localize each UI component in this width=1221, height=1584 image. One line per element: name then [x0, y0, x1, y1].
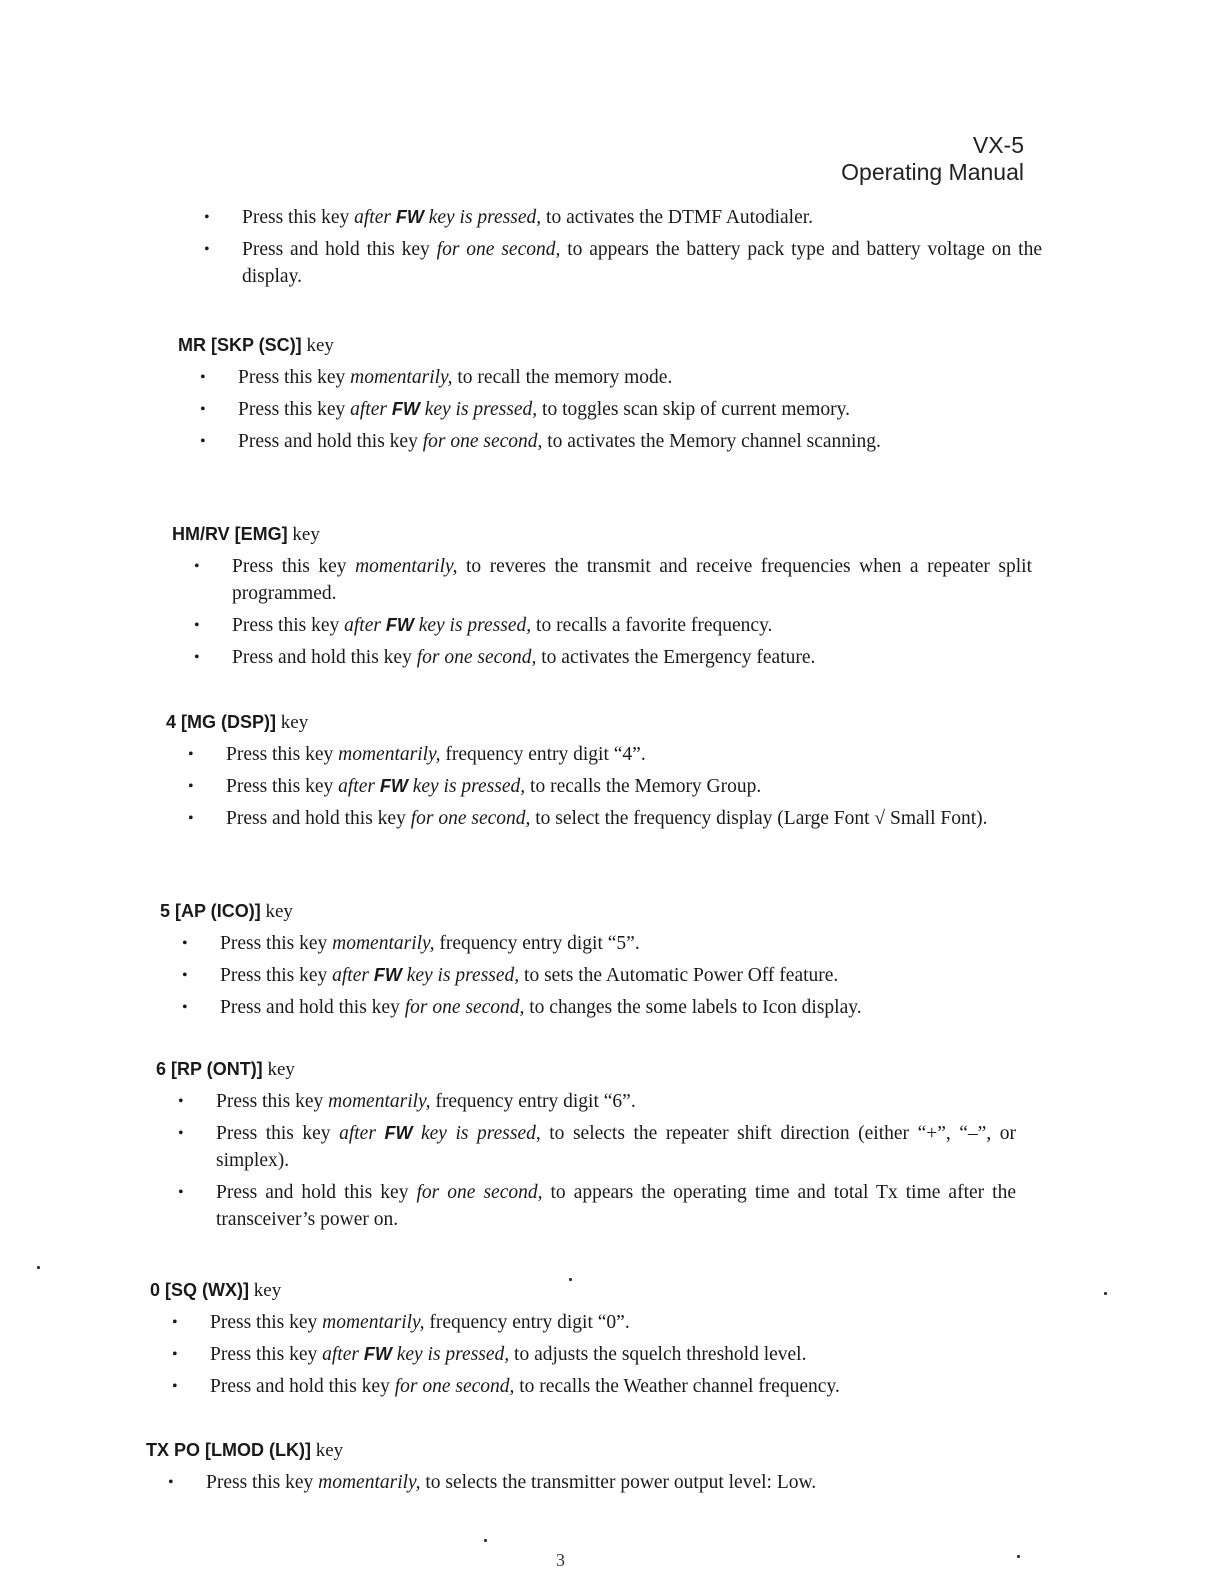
- text-run: Press and hold this key: [226, 808, 411, 829]
- text-run: frequency entry digit “4”.: [440, 744, 646, 765]
- text-run: momentarily,: [322, 1312, 425, 1333]
- text-run: after: [339, 1123, 385, 1144]
- key-name: ONT: [212, 1059, 251, 1079]
- manual-title: Operating Manual: [841, 159, 1024, 185]
- key-name: )]: [237, 1280, 250, 1300]
- bullet-icon: •: [200, 433, 206, 450]
- fw-key-label: FW: [395, 207, 424, 227]
- key-section-title: [156, 1055, 1016, 1084]
- page-number: 3: [556, 1550, 565, 1570]
- text-run: Press and hold this key: [216, 1182, 417, 1203]
- fw-key-label: FW: [373, 965, 402, 985]
- fw-key-label: FW: [385, 615, 414, 635]
- function-list-item: [160, 930, 1020, 957]
- text-run: after: [332, 965, 374, 986]
- bullet-icon: •: [194, 558, 200, 575]
- text-run: after: [344, 615, 386, 636]
- function-list: [172, 553, 1032, 671]
- text-run: to recalls the Memory Group.: [525, 776, 762, 797]
- key-section-title: [166, 708, 1026, 737]
- text-run: for one second,: [404, 997, 525, 1018]
- bullet-icon: •: [178, 1093, 184, 1110]
- key-section: [146, 1436, 1006, 1501]
- text-run: key is pressed,: [401, 965, 520, 986]
- key-name: TX PO [LMOD (: [146, 1440, 275, 1460]
- text-run: Press this key: [216, 1091, 329, 1112]
- text-run: momentarily,: [318, 1472, 421, 1493]
- text-run: key is pressed,: [391, 1344, 510, 1365]
- function-list: [146, 1469, 1006, 1496]
- function-list-item: [178, 428, 1038, 455]
- text-run: key: [249, 1280, 282, 1301]
- key-name: )]: [289, 335, 302, 355]
- bullet-icon: •: [172, 1378, 178, 1395]
- text-run: Press this key: [206, 1472, 319, 1493]
- key-section: [160, 897, 1020, 1026]
- text-run: to selects the transmitter power output level: Low.: [420, 1472, 817, 1493]
- text-run: momentarily,: [328, 1091, 431, 1112]
- text-run: Press and hold this key: [232, 647, 417, 668]
- text-run: key: [262, 1059, 295, 1080]
- key-name: DSP: [227, 712, 265, 732]
- bullet-icon: •: [200, 369, 206, 386]
- key-name: 6 [RP (: [156, 1059, 213, 1079]
- text-run: to appears the battery pack type and battery voltage on the display.: [242, 239, 1042, 287]
- function-list-item: [160, 994, 1020, 1021]
- scan-speck: [1104, 1292, 1107, 1295]
- text-run: after: [338, 776, 380, 797]
- text-run: to reveres the transmit and receive frequencies when a repeater split programmed.: [232, 556, 1033, 604]
- text-run: Press this key: [238, 399, 351, 420]
- key-name: HM/RV [EMG]: [172, 524, 288, 544]
- bullet-icon: •: [182, 935, 188, 952]
- key-name: 4 [MG (: [166, 712, 227, 732]
- bullet-icon: •: [204, 241, 210, 258]
- text-run: Press this key: [220, 933, 333, 954]
- key-section-title: [150, 1276, 1010, 1305]
- text-run: key is pressed,: [413, 615, 532, 636]
- fw-key-label: FW: [379, 776, 408, 796]
- fw-key-label: FW: [384, 1123, 413, 1143]
- text-run: Press and hold this key: [220, 997, 405, 1018]
- text-run: key: [301, 335, 334, 356]
- text-run: to sets the Automatic Power Off feature.: [519, 965, 839, 986]
- key-section: [166, 708, 1026, 837]
- bullet-icon: •: [178, 1184, 184, 1201]
- bullet-icon: •: [204, 209, 210, 226]
- text-run: frequency entry digit “6”.: [430, 1091, 636, 1112]
- function-list: [160, 930, 1020, 1021]
- text-run: momentarily,: [350, 367, 453, 388]
- key-section-title: [172, 520, 1032, 549]
- text-run: to recalls a favorite frequency.: [531, 615, 773, 636]
- key-section: [178, 331, 1038, 460]
- text-run: Press this key: [232, 615, 345, 636]
- text-run: key is pressed,: [407, 776, 526, 797]
- text-run: Press this key: [232, 556, 356, 577]
- function-list-item: [150, 1373, 1010, 1400]
- function-list-item: [166, 773, 1026, 800]
- key-name: )]: [250, 1059, 263, 1079]
- text-run: to activates the Memory channel scanning.: [542, 431, 881, 452]
- function-list-item: [182, 236, 1042, 290]
- key-section: [156, 1055, 1016, 1238]
- bullet-icon: •: [188, 746, 194, 763]
- text-run: key: [276, 712, 309, 733]
- text-run: Press and hold this key: [238, 431, 423, 452]
- function-list-item: [172, 553, 1032, 607]
- function-list-item: [156, 1088, 1016, 1115]
- fw-key-label: FW: [391, 399, 420, 419]
- bullet-icon: •: [172, 1314, 178, 1331]
- text-run: for one second,: [410, 808, 531, 829]
- text-run: for one second,: [416, 647, 537, 668]
- text-run: momentarily,: [338, 744, 441, 765]
- key-section: [150, 1276, 1010, 1405]
- function-list-item: [166, 741, 1026, 768]
- function-list-item: [166, 805, 1026, 832]
- function-list-item: [182, 204, 1042, 231]
- bullet-icon: •: [182, 967, 188, 984]
- text-run: after: [322, 1344, 364, 1365]
- text-run: to changes the some labels to Icon display.: [524, 997, 862, 1018]
- bullet-icon: •: [188, 810, 194, 827]
- scan-speck: [569, 1278, 572, 1281]
- bullet-icon: •: [194, 617, 200, 634]
- text-run: Press this key: [210, 1312, 323, 1333]
- function-list-item: [146, 1469, 1006, 1496]
- text-run: to activates the Emergency feature.: [536, 647, 816, 668]
- text-run: after: [354, 207, 396, 228]
- text-run: to toggles scan skip of current memory.: [537, 399, 850, 420]
- function-list-item: [172, 644, 1032, 671]
- text-run: to recall the memory mode.: [452, 367, 673, 388]
- text-run: key: [287, 524, 320, 545]
- text-run: frequency entry digit “5”.: [434, 933, 640, 954]
- key-section-title: [160, 897, 1020, 926]
- fw-key-label: FW: [363, 1344, 392, 1364]
- bullet-icon: •: [188, 778, 194, 795]
- function-list: [182, 204, 1042, 290]
- function-list-item: [178, 396, 1038, 423]
- scan-speck: [484, 1539, 487, 1542]
- text-run: key: [260, 901, 293, 922]
- text-run: Press and hold this key: [242, 239, 437, 260]
- bullet-icon: •: [178, 1125, 184, 1142]
- key-name: LK: [275, 1440, 299, 1460]
- key-name: SC: [264, 335, 290, 355]
- text-run: to activates the DTMF Autodialer.: [541, 207, 814, 228]
- scan-speck: [1017, 1555, 1020, 1558]
- model-name: VX-5: [972, 132, 1024, 158]
- text-run: after: [350, 399, 392, 420]
- text-run: to select the frequency display (Large Font √ Small Font).: [530, 808, 988, 829]
- text-run: for one second,: [416, 1182, 543, 1203]
- function-list-item: [150, 1309, 1010, 1336]
- key-section-title: [146, 1436, 1006, 1465]
- text-run: key: [311, 1440, 344, 1461]
- text-run: for one second,: [436, 239, 561, 260]
- key-name: )]: [299, 1440, 311, 1460]
- key-name: )]: [264, 712, 277, 732]
- text-run: Press this key: [216, 1123, 340, 1144]
- text-run: Press this key: [220, 965, 333, 986]
- text-run: frequency entry digit “0”.: [424, 1312, 630, 1333]
- text-run: Press this key: [210, 1344, 323, 1365]
- key-name: WX: [208, 1280, 238, 1300]
- key-name: 5 [AP (: [160, 901, 217, 921]
- text-run: for one second,: [394, 1376, 515, 1397]
- bullet-icon: •: [172, 1346, 178, 1363]
- text-run: to appears the operating time and total Tx time after the transceiver’s power on.: [216, 1182, 1016, 1230]
- function-list: [178, 364, 1038, 455]
- function-list-item: [156, 1179, 1016, 1233]
- key-name: )]: [248, 901, 261, 921]
- function-list-item: [156, 1120, 1016, 1174]
- text-run: Press and hold this key: [210, 1376, 395, 1397]
- text-run: Press this key: [226, 744, 339, 765]
- bullet-icon: •: [182, 999, 188, 1016]
- text-run: to recalls the Weather channel frequency.: [514, 1376, 840, 1397]
- key-name: 0 [SQ (: [150, 1280, 209, 1300]
- text-run: momentarily,: [332, 933, 435, 954]
- text-run: key is pressed,: [423, 207, 542, 228]
- bullet-icon: •: [200, 401, 206, 418]
- function-list-item: [178, 364, 1038, 391]
- function-list-item: [172, 612, 1032, 639]
- function-list-item: [150, 1341, 1010, 1368]
- function-list: [156, 1088, 1016, 1233]
- text-run: Press this key: [242, 207, 355, 228]
- text-run: to selects the repeater shift direction (either “+”, “–”, or simplex).: [216, 1123, 1016, 1171]
- text-run: Press this key: [226, 776, 339, 797]
- scan-speck: [37, 1266, 40, 1269]
- key-name: ICO: [216, 901, 249, 921]
- bullet-icon: •: [168, 1474, 174, 1491]
- function-list: [166, 741, 1026, 832]
- key-section: [172, 520, 1032, 676]
- text-run: momentarily,: [355, 556, 458, 577]
- text-run: Press this key: [238, 367, 351, 388]
- key-name: MR [SKP (: [178, 335, 265, 355]
- text-run: key is pressed,: [412, 1123, 541, 1144]
- function-list: [150, 1309, 1010, 1400]
- bullet-icon: •: [194, 649, 200, 666]
- text-run: for one second,: [422, 431, 543, 452]
- key-section-title: [178, 331, 1038, 360]
- text-run: key is pressed,: [419, 399, 538, 420]
- key-section: [182, 204, 1042, 295]
- text-run: to adjusts the squelch threshold level.: [509, 1344, 807, 1365]
- function-list-item: [160, 962, 1020, 989]
